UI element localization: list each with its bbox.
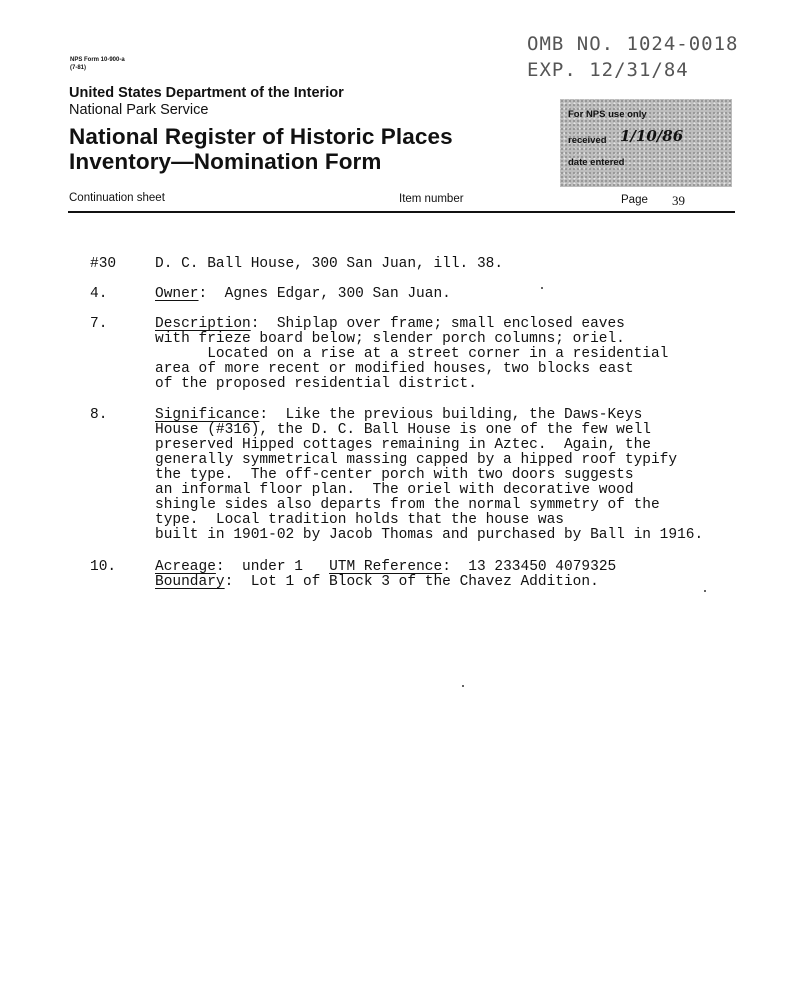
significance-line: preserved Hipped cottages remaining in Aztec. Again, the bbox=[155, 437, 651, 453]
boundary-value: Lot 1 of Block 3 of the Chavez Addition. bbox=[250, 574, 599, 590]
item-number: 7. bbox=[90, 316, 108, 332]
description-first-line bbox=[155, 316, 625, 332]
significance-line: the type. The off-center porch with two doors suggests bbox=[155, 467, 634, 483]
received-label: received bbox=[568, 135, 607, 146]
significance-line: shingle sides also departs from the normal symmetry of the bbox=[155, 497, 660, 513]
description-line: with frieze board below; slender porch columns; oriel. bbox=[155, 331, 625, 347]
expiration-stamp: EXP. 12/31/84 bbox=[527, 59, 689, 81]
nps-use-only-box bbox=[560, 99, 732, 187]
service-name: National Park Service bbox=[69, 102, 209, 118]
description-line: of the proposed residential district. bbox=[155, 376, 477, 392]
page-number: 39 bbox=[672, 193, 685, 208]
significance-line: House (#316), the D. C. Ball House is one of the few well bbox=[155, 422, 651, 438]
form-title-line1: National Register of Historic Places bbox=[69, 124, 453, 149]
form-number: NPS Form 10-900-a bbox=[70, 57, 125, 63]
form-revision: (7-81) bbox=[70, 65, 87, 71]
owner-label: Owner bbox=[155, 286, 199, 302]
significance-line: type. Local tradition holds that the house was bbox=[155, 512, 564, 528]
label-colon: : bbox=[224, 574, 251, 590]
significance-line: built in 1901-02 by Jacob Thomas and purchased by Ball in 1916. bbox=[155, 527, 704, 543]
significance-label: Significance bbox=[155, 407, 260, 423]
entry-heading: D. C. Ball House, 300 San Juan, ill. 38. bbox=[155, 256, 504, 272]
scan-speck bbox=[704, 590, 706, 592]
significance-first-line bbox=[155, 407, 642, 423]
header-rule bbox=[68, 211, 735, 213]
owner-value: Agnes Edgar, 300 San Juan. bbox=[224, 286, 451, 302]
item-number: 8. bbox=[90, 407, 108, 423]
scan-speck bbox=[462, 685, 464, 687]
spacer bbox=[303, 559, 329, 575]
date-entered-label: date entered bbox=[568, 157, 625, 168]
boundary-label: Boundary bbox=[155, 574, 225, 590]
acreage-label: Acreage bbox=[155, 559, 216, 575]
label-colon: : bbox=[442, 559, 469, 575]
label-colon: : bbox=[215, 559, 243, 575]
utm-label: UTM Reference bbox=[329, 559, 443, 575]
continuation-sheet-label: Continuation sheet bbox=[69, 192, 165, 204]
significance-line: generally symmetrical massing capped by a hipped roof typify bbox=[155, 452, 678, 468]
boundary-line bbox=[155, 574, 599, 590]
owner-line bbox=[155, 286, 451, 302]
scan-speck bbox=[541, 287, 543, 289]
label-colon: : bbox=[259, 407, 286, 423]
item-number: 4. bbox=[90, 286, 108, 302]
utm-value: 13 233450 4079325 bbox=[468, 559, 617, 575]
acreage-value: under 1 bbox=[242, 559, 303, 575]
significance-line: an informal floor plan. The oriel with decorative wood bbox=[155, 482, 634, 498]
page-label: Page bbox=[621, 194, 648, 206]
description-line: Located on a rise at a street corner in a residential bbox=[155, 346, 669, 362]
nps-use-only-label: For NPS use only bbox=[568, 109, 647, 120]
description-label: Description bbox=[155, 316, 251, 332]
entry-number: #30 bbox=[90, 256, 117, 272]
item-number: 10. bbox=[90, 559, 117, 575]
description-text: Shiplap over frame; small enclosed eaves bbox=[276, 316, 625, 332]
department-name: United States Department of the Interior bbox=[69, 85, 344, 101]
label-colon: : bbox=[198, 286, 225, 302]
received-date: 1/10/86 bbox=[620, 127, 684, 145]
significance-text: Like the previous building, the Daws-Keys bbox=[285, 407, 643, 423]
acreage-line bbox=[155, 559, 616, 575]
item-number-label: Item number bbox=[399, 193, 464, 205]
description-line: area of more recent or modified houses, two blocks east bbox=[155, 361, 634, 377]
label-colon: : bbox=[250, 316, 277, 332]
form-title-line2: Inventory—Nomination Form bbox=[69, 149, 382, 174]
omb-number-stamp: OMB NO. 1024-0018 bbox=[527, 33, 739, 55]
